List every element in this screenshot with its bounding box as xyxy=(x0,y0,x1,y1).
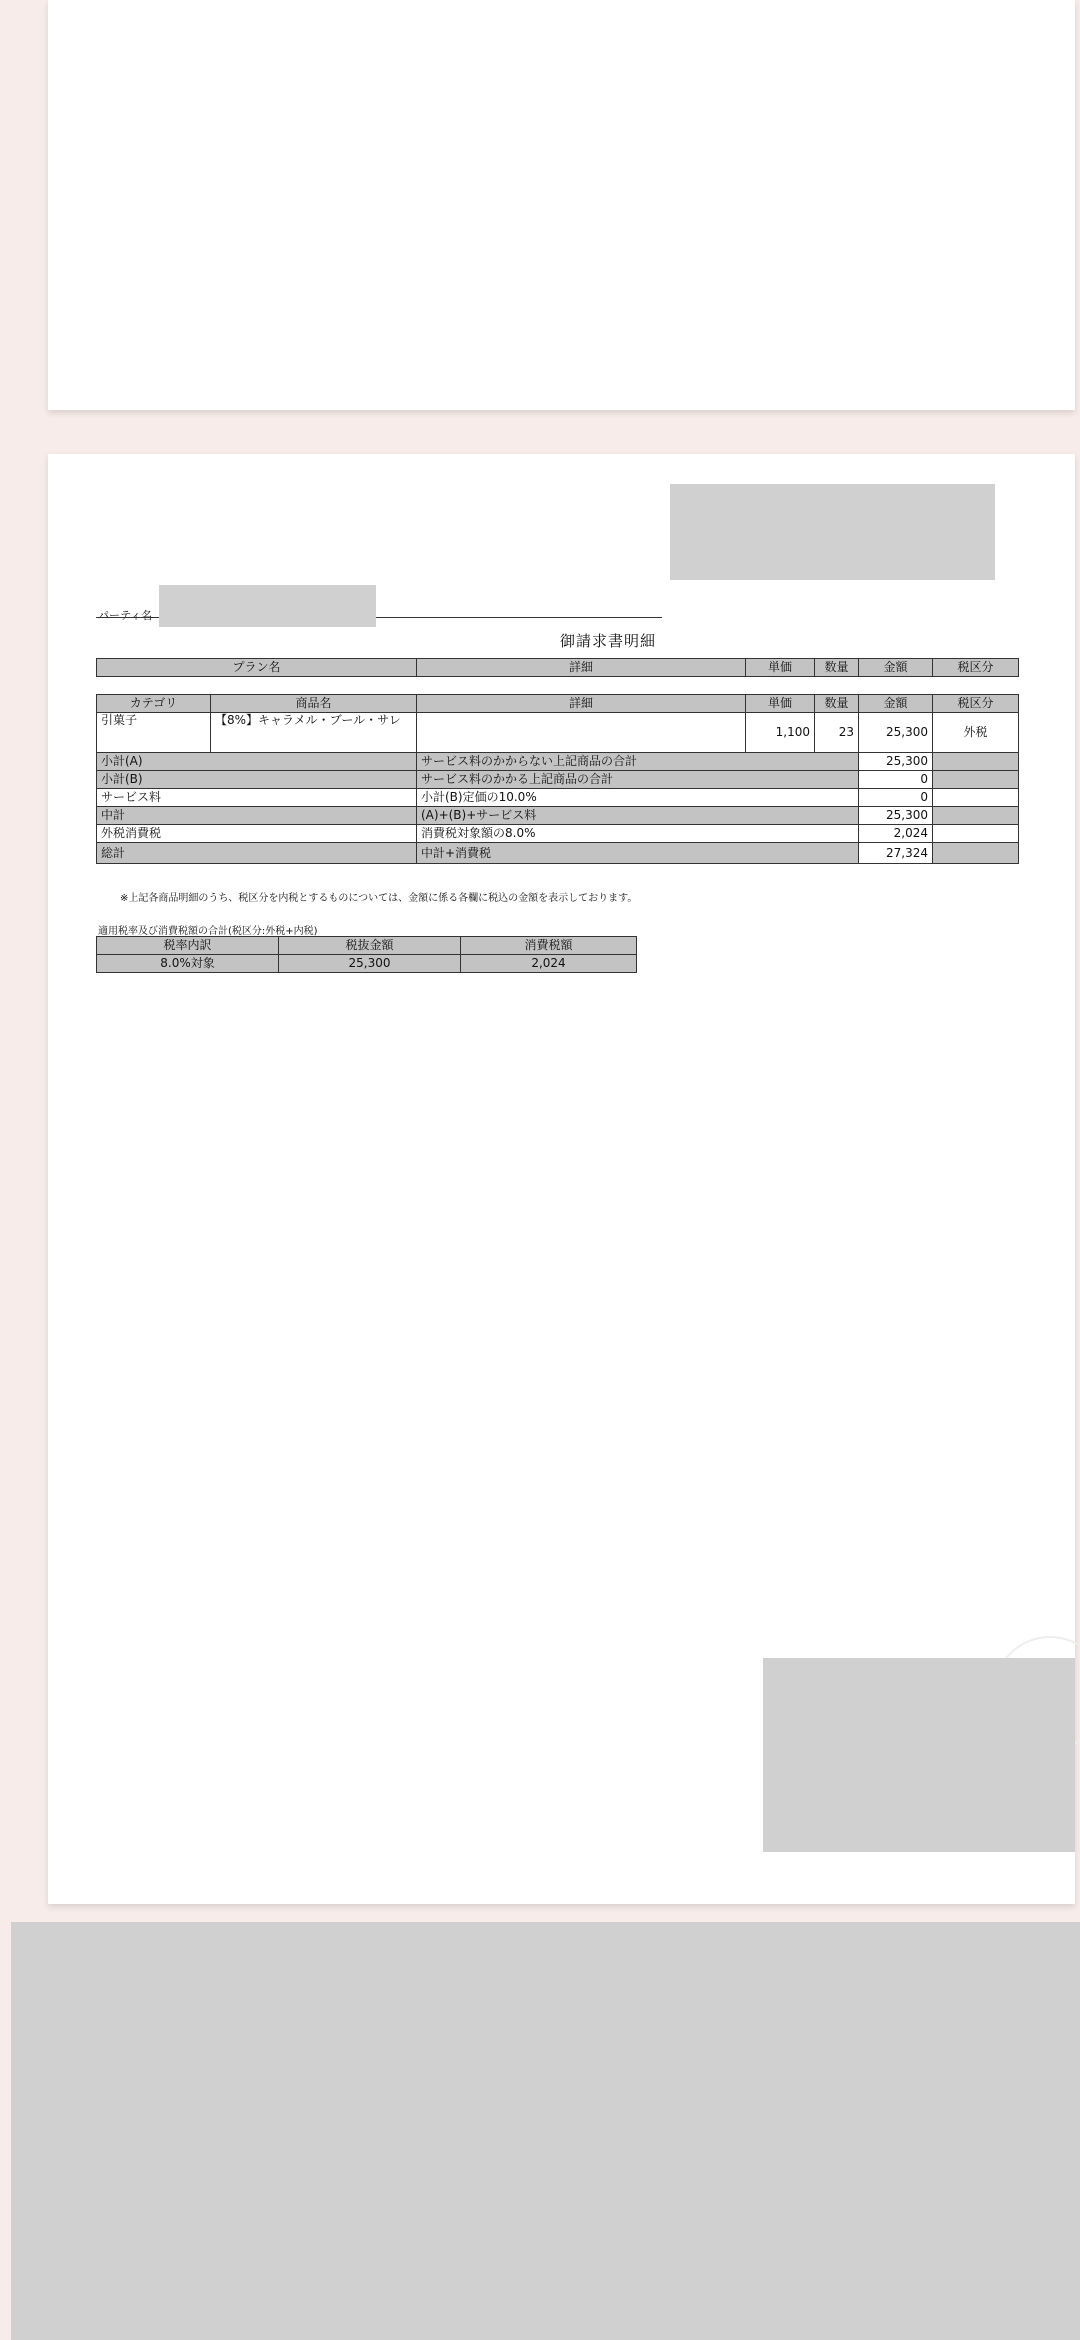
redacted-party-name xyxy=(159,585,376,627)
summary-tax-class-cell xyxy=(933,771,1019,789)
col-item-amount: 金額 xyxy=(859,695,933,713)
col-tax-class: 税区分 xyxy=(933,659,1019,677)
summary-description: 消費税対象額の8.0% xyxy=(417,825,859,843)
item-row xyxy=(97,713,1019,753)
item-tax-class: 外税 xyxy=(933,713,1019,753)
col-detail: 詳細 xyxy=(417,659,746,677)
summary-tax-class-cell xyxy=(933,807,1019,825)
item-product: 【8%】キャラメル・ブール・サレ xyxy=(211,713,417,753)
summary-amount: 27,324 xyxy=(859,843,933,864)
col-item-tax-class: 税区分 xyxy=(933,695,1019,713)
summary-description: サービス料のかかる上記商品の合計 xyxy=(417,771,859,789)
redacted-header-block xyxy=(670,484,995,580)
summary-label: 中計 xyxy=(97,807,417,825)
tax-summary-table xyxy=(96,936,637,973)
item-quantity: 23 xyxy=(815,713,859,753)
col-item-detail: 詳細 xyxy=(417,695,746,713)
col-category: カテゴリ xyxy=(97,695,211,713)
summary-label: サービス料 xyxy=(97,789,417,807)
col-product-name: 商品名 xyxy=(211,695,417,713)
tax-inclusion-note: ※上記各商品明細のうち、税区分を内税とするものについては、金額に係る各欄に税込の金額を表示しております。 xyxy=(120,893,638,904)
col-consumption-tax: 消費税額 xyxy=(461,937,637,955)
plan-header-table xyxy=(96,658,1019,677)
col-item-quantity: 数量 xyxy=(815,695,859,713)
items-table xyxy=(96,694,1019,753)
summary-description: 中計+消費税 xyxy=(417,843,859,864)
summary-description: 小計(B)定価の10.0% xyxy=(417,789,859,807)
summary-tax-class-cell xyxy=(933,789,1019,807)
items-header-row xyxy=(97,695,1019,713)
tax-summary-caption: 適用税率及び消費税額の合計(税区分:外税+内税) xyxy=(98,926,318,937)
col-item-unit-price: 単価 xyxy=(746,695,815,713)
item-amount: 25,300 xyxy=(859,713,933,753)
redacted-stamp-block xyxy=(763,1658,1075,1852)
summary-row xyxy=(97,753,1019,771)
item-detail xyxy=(417,713,746,753)
tax-rate-cell: 8.0%対象 xyxy=(97,955,279,973)
consumption-tax-cell: 2,024 xyxy=(461,955,637,973)
col-quantity: 数量 xyxy=(815,659,859,677)
summary-label: 小計(A) xyxy=(97,753,417,771)
col-plan-name: プラン名 xyxy=(97,659,417,677)
summary-label: 外税消費税 xyxy=(97,825,417,843)
summary-label: 総計 xyxy=(97,843,417,864)
summary-tax-class-cell xyxy=(933,825,1019,843)
tax-summary-header-row xyxy=(97,937,637,955)
pre-tax-amount-cell: 25,300 xyxy=(279,955,461,973)
item-unit-price: 1,100 xyxy=(746,713,815,753)
summary-amount: 25,300 xyxy=(859,807,933,825)
redacted-bottom-panel xyxy=(11,1922,1080,2340)
tax-summary-row xyxy=(97,955,637,973)
summary-row xyxy=(97,825,1019,843)
plan-header-row xyxy=(97,659,1019,677)
summary-tax-class-cell xyxy=(933,753,1019,771)
document-page-1 xyxy=(48,0,1075,410)
summary-row xyxy=(97,807,1019,825)
summary-amount: 0 xyxy=(859,789,933,807)
document-title: 御請求書明細 xyxy=(559,632,656,650)
summary-amount: 2,024 xyxy=(859,825,933,843)
col-amount: 金額 xyxy=(859,659,933,677)
col-pre-tax-amount: 税抜金額 xyxy=(279,937,461,955)
summary-description: サービス料のかからない上記商品の合計 xyxy=(417,753,859,771)
summary-row xyxy=(97,843,1019,864)
summary-row xyxy=(97,789,1019,807)
document-page-2 xyxy=(48,454,1075,1904)
summary-amount: 0 xyxy=(859,771,933,789)
summary-label: 小計(B) xyxy=(97,771,417,789)
summary-table xyxy=(96,752,1019,864)
summary-description: (A)+(B)+サービス料 xyxy=(417,807,859,825)
col-unit-price: 単価 xyxy=(746,659,815,677)
summary-row xyxy=(97,771,1019,789)
col-tax-rate-breakdown: 税率内訳 xyxy=(97,937,279,955)
party-name-label: パーティ名 xyxy=(98,609,153,622)
summary-tax-class-cell xyxy=(933,843,1019,864)
summary-amount: 25,300 xyxy=(859,753,933,771)
item-category: 引菓子 xyxy=(97,713,211,753)
